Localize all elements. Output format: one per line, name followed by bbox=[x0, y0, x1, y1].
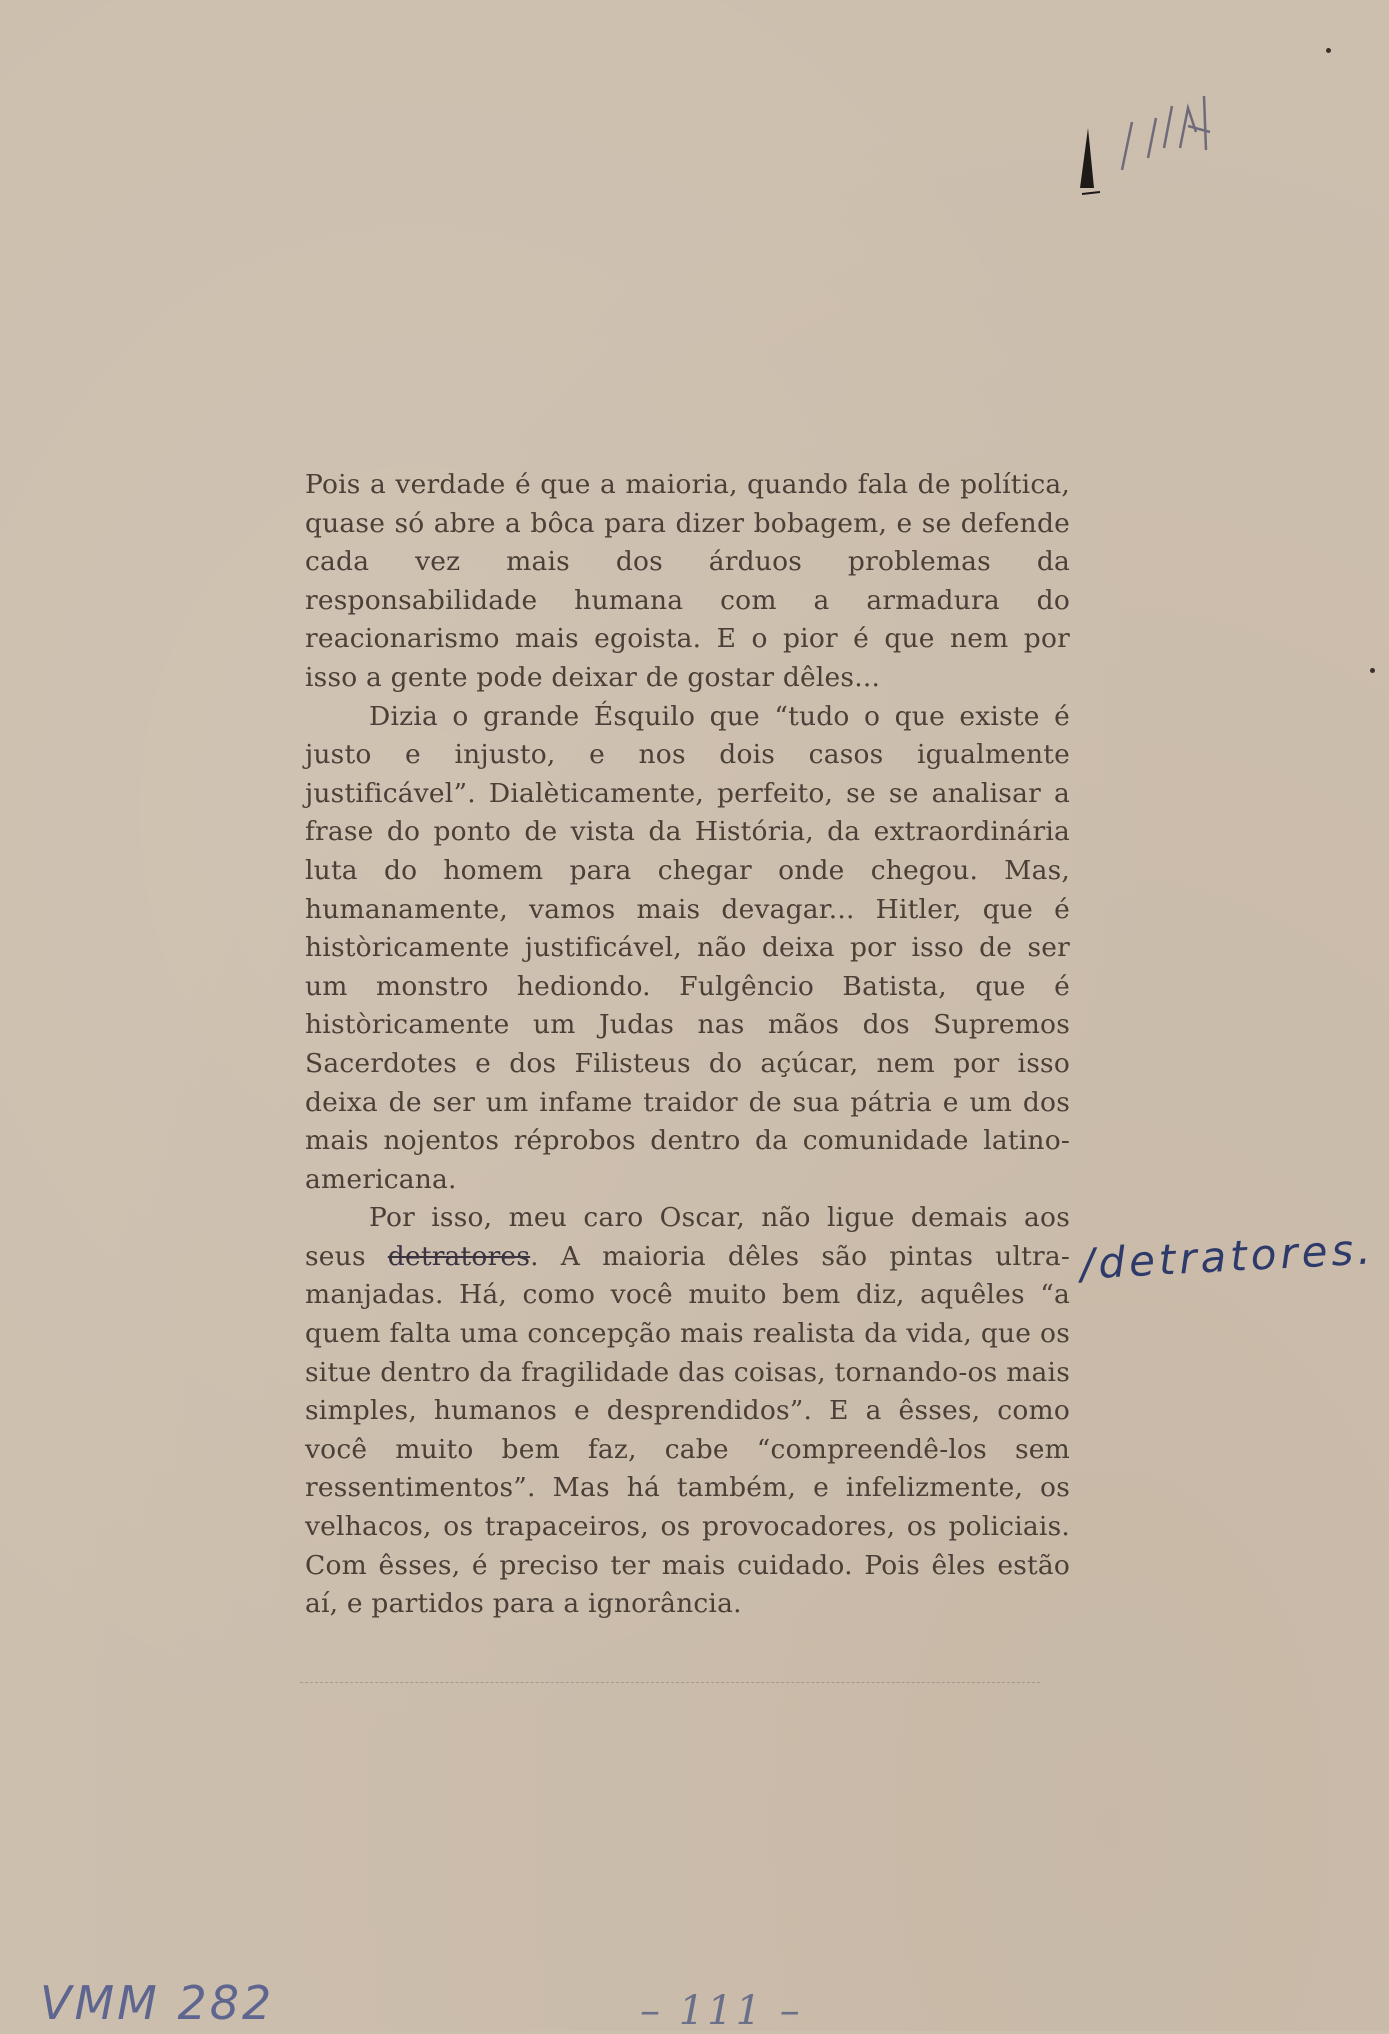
page-number: – 111 – bbox=[640, 1988, 803, 2034]
struck-word: detratores bbox=[387, 1240, 531, 1272]
letter-body bbox=[305, 466, 1070, 1624]
paragraph-3 bbox=[305, 1199, 1070, 1624]
ink-speck bbox=[1326, 48, 1331, 53]
ink-speck bbox=[1370, 668, 1375, 673]
catalog-number-note: VMM 282 bbox=[40, 1976, 275, 2030]
bottom-divider bbox=[300, 1682, 1040, 1683]
paragraph-2: Dizia o grande Ésquilo que “tudo o que existe é justo e injusto, e nos dois casos igualmente justificável”. Dialèticamente, perfeito, se se analisar a frase do ponto de vista da História, da extraordinária luta do homem para chegar onde chegou. Mas, humanamente, vamos mais devagar... Hitler, que é històricamente justificável, não deixa por isso de ser um monstro hediondo. Fulgêncio Batista, que é històricamente um Judas nas mãos dos Supremos Sacerdotes e dos Filisteus do açúcar, nem por isso deixa de ser um infame traidor de sua pátria e um dos mais nojentos réprobos dentro da comunidade latino-americana. bbox=[305, 700, 1070, 1195]
handwritten-top-mark bbox=[1060, 88, 1260, 208]
margin-correction-note: /detratores. bbox=[1078, 1224, 1376, 1289]
paragraph-3-start: Por isso, meu caro Oscar, não ligue demais aos seus bbox=[305, 1202, 1070, 1272]
paragraph-1: Pois a verdade é que a maioria, quando fala de política, quase só abre a bôca para dizer bobagem, e se defende cada vez mais dos árduos problemas da responsabilidade humana com a armadura do reacionarismo mais egoista. E o pior é que nem por isso a gente pode deixar de gostar dêles... bbox=[305, 469, 1070, 693]
paragraph-3-end: . A maioria dêles são pintas ultra-manjadas. Há, como você muito bem diz, aquêles “a quem falta uma concepção mais realista da vida, que os situe dentro da fragilidade das coisas, tornando-os mais simples, humanos e desprendidos”. E a êsses, como você muito bem faz, cabe “compreendê-los sem ressentimentos”. Mas há também, e infelizmente, os velhacos, os trapaceiros, os provocadores, os policiais. Com êsses, é preciso ter mais cuidado. Pois êles estão aí, e partidos para a ignorância. bbox=[305, 1240, 1070, 1620]
